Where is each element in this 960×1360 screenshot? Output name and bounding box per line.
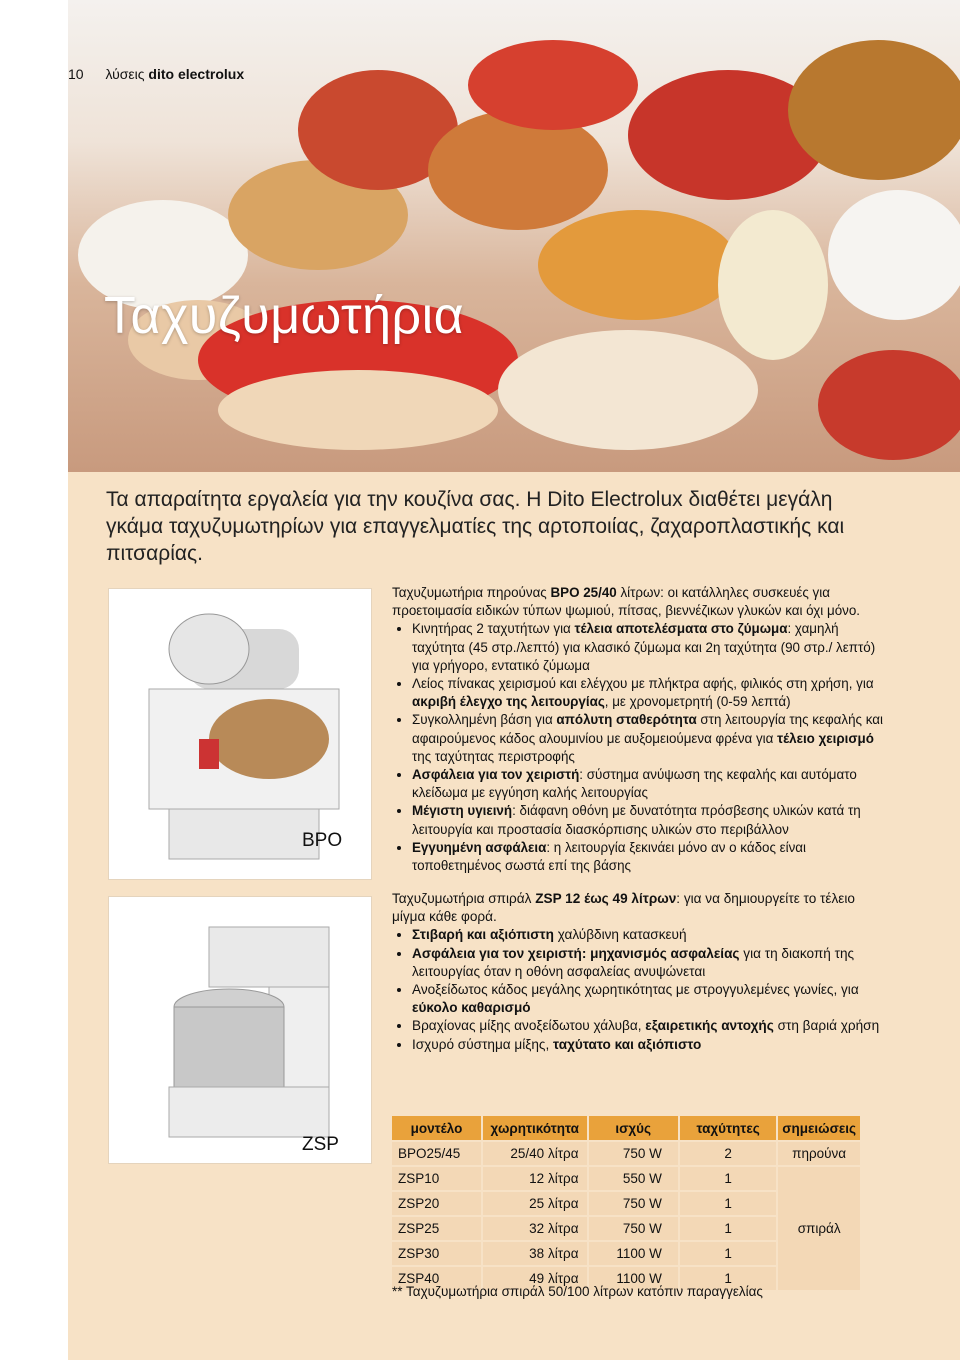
table-row: ZSP20 25 λίτρα 750 W 1 [392,1191,861,1216]
list-item: • Μέγιστη υγιεινή: διάφανη οθόνη με δυνατότητα πρόσβεσης υλικών κατά τη λειτουργία και προστασία διασκόρπισης υλικών στο περιβάλλον [412,802,892,838]
table-row: ZSP10 12 λίτρα 550 W 1 σπιράλ [392,1166,861,1191]
list-item: • Ασφάλεια για τον χειριστή: σύστημα ανύψωση της κεφαλής και αυτόματο κλείδωμα με εγγύηση καλής λειτουργίας [412,766,892,802]
bpo-feature-list [392,620,892,875]
table-header-row [392,1116,861,1141]
zsp-product-image [108,896,372,1164]
table-row: ZSP40 49 λίτρα 1100 W 1 [392,1266,861,1290]
list-item: • Ασφάλεια για τον χειριστή: μηχανισμός ασφαλείας για τη διακοπή της λειτουργίας όταν η οθόνη ασφαλείας ανυψώνεται [412,945,892,981]
list-item: • Βραχίονας μίξης ανοξείδωτου χάλυβα, εξαιρετικής αντοχής στη βαριά χρήση [412,1017,892,1035]
header-brand: dito electrolux [148,66,245,82]
list-item: • Στιβαρή και αξιόπιστη χαλύβδινη κατασκευή [412,926,892,944]
zsp-description [392,890,892,1054]
table-row: ZSP25 32 λίτρα 750 W 1 [392,1216,861,1241]
list-item: • Συγκολλημένη βάση για απόλυτη σταθερότητα στη λειτουργία της κεφαλής και αφαιρούμενος κάδος αλουμινίου με αυξομειούμενα φρένα για τέλειο χειρισμό της ταχύτητας περιστροφής [412,711,892,766]
list-item: • Κινητήρας 2 ταχυτήτων για τέλεια αποτελέσματα στο ζύμωμα: χαμηλή ταχύτητα (45 στρ./λεπτό) για κλασικό ζύμωμα και 2η ταχύτητα (90 στρ./ λεπτό) για γρήγορο, εντατικό ζύμωμα [412,620,892,675]
col-header-power: ισχύς [588,1116,679,1141]
list-item: • Εγγυημένη ασφάλεια: η λειτουργία ξεκινάει μόνο αν ο κάδος είναι τοποθετημένος σωστά επί της βάσης [412,839,892,875]
col-header-speeds: ταχύτητες [679,1116,777,1141]
intro-text: Τα απαραίτητα εργαλεία για την κουζίνα σας. Η Dito Electrolux διαθέτει μεγάλη γκάμα ταχυζυμωτηρίων για επαγγελματίες της αρτοποιίας, ζαχαροπλαστικής και πιτσαρίας. [106,488,845,565]
bpo-label: BPO [302,830,343,851]
note-zsp: σπιράλ [777,1166,861,1290]
page-header [68,66,244,82]
table-row: BPO25/45 25/40 λίτρα 750 W 2 πηρούνα [392,1141,861,1166]
zsp-feature-list [392,926,892,1053]
page-title: Ταχυζυμωτήρια [104,287,465,345]
col-header-capacity: χωρητικότητα [482,1116,588,1141]
note-bpo: πηρούνα [777,1141,861,1166]
zsp-mixer-icon [109,897,371,1163]
header-prefix: λύσεις [105,66,145,82]
zsp-label: ZSP [302,1134,339,1155]
list-item: • Ανοξείδωτος κάδος μεγάλης χωρητικότητας με στρογγυλεμένες γωνίες, για εύκολο καθαρισμό [412,981,892,1017]
bpo-lead: Ταχυζυμωτήρια πηρούνας BPO 25/40 λίτρων: οι κατάλληλες συσκευές για προετοιμασία ειδικών τύπων ψωμιού, πίτσας, βιεννέζικων γλυκών και όχι μόνο. [392,585,861,619]
list-item: • Λείος πίνακας χειρισμού και ελέγχου με πλήκτρα αφής, φιλικός στη χρήση, για ακριβή έλεγχο της λειτουργίας, με χρονομετρητή (0-59 λεπτά) [412,675,892,711]
page-number: 10 [68,66,84,82]
list-item: • Ισχυρό σύστημα μίξης, ταχύτατο και αξιόπιστο [412,1036,892,1054]
col-header-notes: σημειώσεις [777,1116,861,1141]
table-row: ZSP30 38 λίτρα 1100 W 1 [392,1241,861,1266]
col-header-model: μοντέλο [392,1116,482,1141]
footnote: ** Ταχυζυμωτήρια σπιράλ 50/100 λίτρων κατόπιν παραγγελίας [392,1284,763,1299]
zsp-lead: Ταχυζυμωτήρια σπιράλ ZSP 12 έως 49 λίτρων: για να δημιουργείτε το τέλειο μίγμα κάθε φορά. [392,891,855,925]
specs-table [392,1116,862,1290]
bpo-description [392,584,892,875]
